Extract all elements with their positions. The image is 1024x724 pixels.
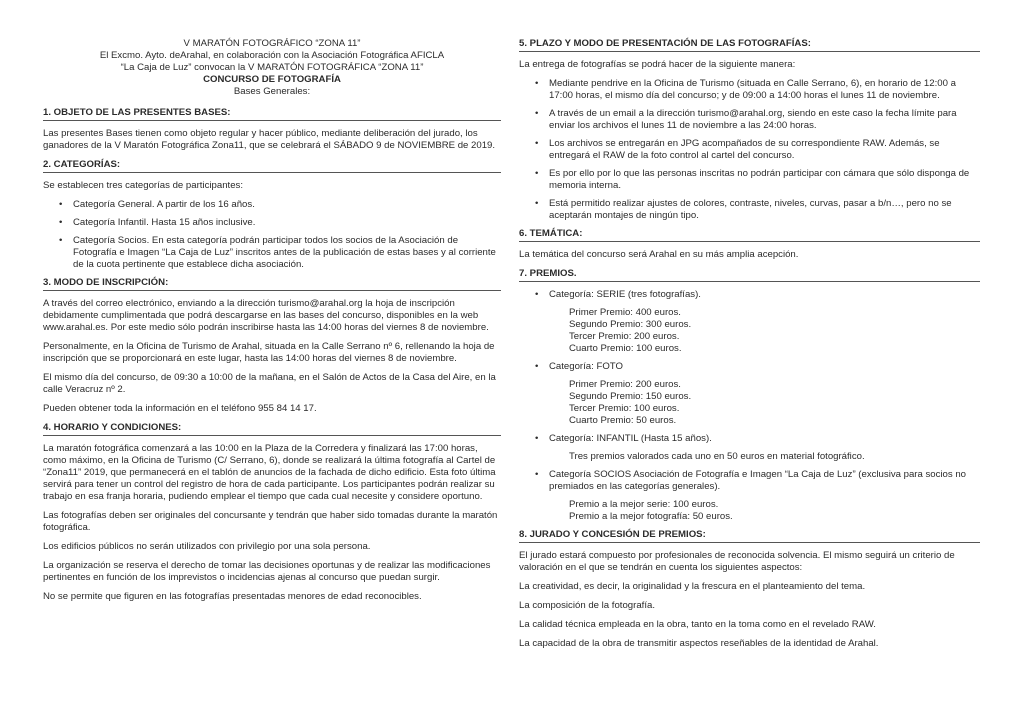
category-label: Categoría: FOTO (549, 361, 623, 372)
prize-line: Tres premios valorados cada uno en 50 euros en material fotográfico. (569, 451, 865, 462)
paragraph: La temática del concurso será Arahal en su más amplia acepción. (519, 249, 799, 260)
prize-list (569, 451, 980, 463)
prize-line: Primer Premio: 200 euros. (569, 379, 681, 390)
paragraph: La organización se reserva el derecho de tomar las decisiones oportunas y de realizar las modificaciones pertinentes en función de los imprevistos o incidencias ajenas al concurso que puedan surgir. (43, 560, 491, 583)
section-jurado (519, 529, 980, 650)
category-label: Categoría: SERIE (tres fotografías). (549, 289, 701, 300)
list-item: • Categoría General. A partir de los 16 años. (43, 199, 501, 211)
list-item: • Está permitido realizar ajustes de colores, contraste, niveles, curvas, pasar a b/n…, pero no se aceptarán montajes de ningún tipo. (519, 198, 980, 222)
left-column (43, 38, 501, 610)
prize-list (569, 499, 980, 523)
paragraph: La maratón fotográfica comenzará a las 10:00 en la Plaza de la Corredera y finalizará las 17:00 horas, como máximo, en la Oficina de Turismo (C/ Serrano, 6), donde se realizará la última fotografía al Cartel de “Zona11” 2019, que permanecerá en el tablón de anuncios de la fachada de dicho edificio. Esta foto última servirá para tener un control del registro de hora de cada participante. Los participantes podrán realizar su trabajo en esa franja horaria, pudiendo emplear el tiempo que cada cual necesite y considere oportuno. (43, 443, 496, 502)
paragraph: A través del correo electrónico, enviando a la dirección turismo@arahal.org la hoja de inscripción debidamente cumplimentada que podrá descargarse en las bases del concurso, disponibles en la web www.arahal.es. Por este medio sólo podrán inscribirse hasta las 14:00 horas del viernes 8 de noviembre. (43, 298, 489, 333)
header-organizers: El Excmo. Ayto. deArahal, en colaboración con la Asociación Fotográfica AFICLA (99, 50, 445, 61)
list-item: • Categoría Socios. En esta categoría podrán participar todos los socios de la Asociación de Fotografía e Imagen “La Caja de Luz” inscritos antes de la publicación de estas bases y al corriente de la cuota pertinente que establece dicha asociación. (43, 235, 501, 271)
paragraph: La creatividad, es decir, la originalidad y la frescura en el planteamiento del tema. (519, 581, 866, 592)
section-tematica (519, 228, 980, 261)
category-list (43, 199, 501, 271)
prize-line: Premio a la mejor serie: 100 euros. (569, 499, 719, 510)
section-objeto (43, 107, 501, 152)
paragraph: Se establecen tres categorías de participantes: (43, 180, 243, 191)
category-label: Categoría SOCIOS Asociación de Fotografía e Imagen “La Caja de Luz” (exclusiva para socios no premiados en las categorías generales). (549, 469, 967, 492)
prize-line: Cuarto Premio: 50 euros. (569, 415, 677, 426)
prize-line: Segundo Premio: 300 euros. (569, 319, 692, 330)
list-item: • Es por ello por lo que las personas inscritas no podrán participar con cámara que sólo disponga de memoria interna. (519, 168, 980, 192)
header-subtitle: Bases Generales: (233, 86, 311, 97)
list-item: • Categoría Infantil. Hasta 15 años inclusive. (43, 217, 501, 229)
list-item: • Mediante pendrive en la Oficina de Turismo (situada en Calle Serrano, 6), en horario de 12:00 a 17:00 horas, el mismo día del concurso; y de 09:00 a 14:00 horas el lunes 11 de noviembre. (519, 78, 980, 102)
section-title: 6. TEMÁTICA: (519, 228, 980, 242)
paragraph: Los edificios públicos no serán utilizados con privilegio por una sola persona. (43, 541, 371, 552)
header-contest-title: CONCURSO DE FOTOGRAFÍA (203, 74, 341, 85)
list-item (519, 433, 980, 463)
section-inscripcion (43, 277, 501, 415)
prize-line: Segundo Premio: 150 euros. (569, 391, 692, 402)
paragraph: Pueden obtener toda la información en el teléfono 955 84 14 17. (43, 403, 317, 414)
paragraph: Las fotografías deben ser originales del concursante y tendrán que haber sido tomadas durante la maratón fotográfica. (43, 510, 498, 533)
section-title: 5. PLAZO Y MODO DE PRESENTACIÓN DE LAS FOTOGRAFÍAS: (519, 38, 980, 52)
prize-line: Tercer Premio: 200 euros. (569, 331, 680, 342)
section-title: 4. HORARIO Y CONDICIONES: (43, 422, 501, 436)
prize-line: Premio a la mejor fotografía: 50 euros. (569, 511, 733, 522)
section-title: 8. JURADO Y CONCESIÓN DE PREMIOS: (519, 529, 980, 543)
paragraph: No se permite que figuren en las fotografías presentadas menores de edad reconocibles. (43, 591, 422, 602)
paragraph: La calidad técnica empleada en la obra, tanto en la toma como en el revelado RAW. (519, 619, 876, 630)
prize-line: Primer Premio: 400 euros. (569, 307, 681, 318)
section-title: 3. MODO DE INSCRIPCIÓN: (43, 277, 501, 291)
section-plazo (519, 38, 980, 222)
list-item (519, 361, 980, 427)
paragraph: La capacidad de la obra de transmitir aspectos reseñables de la identidad de Arahal. (519, 638, 879, 649)
list-item (519, 469, 980, 523)
prize-list (569, 379, 980, 427)
paragraph: La composición de la fotografía. (519, 600, 655, 611)
right-column (519, 38, 980, 657)
category-label: Categoría: INFANTIL (Hasta 15 años). (549, 433, 712, 444)
section-premios (519, 268, 980, 523)
prize-list (569, 307, 980, 355)
prize-category-list (519, 289, 980, 523)
document-header (43, 38, 501, 98)
section-title: 1. OBJETO DE LAS PRESENTES BASES: (43, 107, 501, 121)
prize-line: Cuarto Premio: 100 euros. (569, 343, 682, 354)
section-title: 2. CATEGORÍAS: (43, 159, 501, 173)
prize-line: Tercer Premio: 100 euros. (569, 403, 680, 414)
list-item: • Los archivos se entregarán en JPG acompañados de su correspondiente RAW. Además, se entregará el RAW de la foto control al cartel del concurso. (519, 138, 980, 162)
paragraph: El mismo día del concurso, de 09:30 a 10:00 de la mañana, en el Salón de Actos de la Casa del Aire, en la calle Veracruz nº 2. (43, 372, 496, 395)
section-horario (43, 422, 501, 603)
list-item: • A través de un email a la dirección turismo@arahal.org, siendo en este caso la fecha límite para enviar los archivos el lunes 11 de noviembre a las 24:00 horas. (519, 108, 980, 132)
paragraph: El jurado estará compuesto por profesionales de reconocida solvencia. El mismo seguirá un criterio de valoración en el que se tendrán en cuenta los siguientes aspectos: (519, 550, 955, 573)
paragraph: Personalmente, en la Oficina de Turismo de Arahal, situada en la Calle Serrano nº 6, rellenando la hoja de inscripción que se proporcionará en este lugar, hasta las 14:00 horas del viernes 8 de noviembre. (43, 341, 495, 364)
paragraph: La entrega de fotografías se podrá hacer de la siguiente manera: (519, 59, 796, 70)
section-title: 7. PREMIOS. (519, 268, 980, 282)
header-title: V MARATÓN FOTOGRÁFICO “ZONA 11” (183, 38, 361, 49)
list-item (519, 289, 980, 355)
paragraph: Las presentes Bases tienen como objeto regular y hacer público, mediante deliberación del jurado, los ganadores de la V Maratón Fotográfica Zona11, que se celebrará el SÁBADO 9 de NOVIEMBRE de 2019. (43, 128, 496, 151)
delivery-list (519, 78, 980, 222)
section-categorias (43, 159, 501, 271)
header-convocation: “La Caja de Luz” convocan la V MARATÓN FOTOGRÁFICA “ZONA 11” (120, 62, 424, 73)
